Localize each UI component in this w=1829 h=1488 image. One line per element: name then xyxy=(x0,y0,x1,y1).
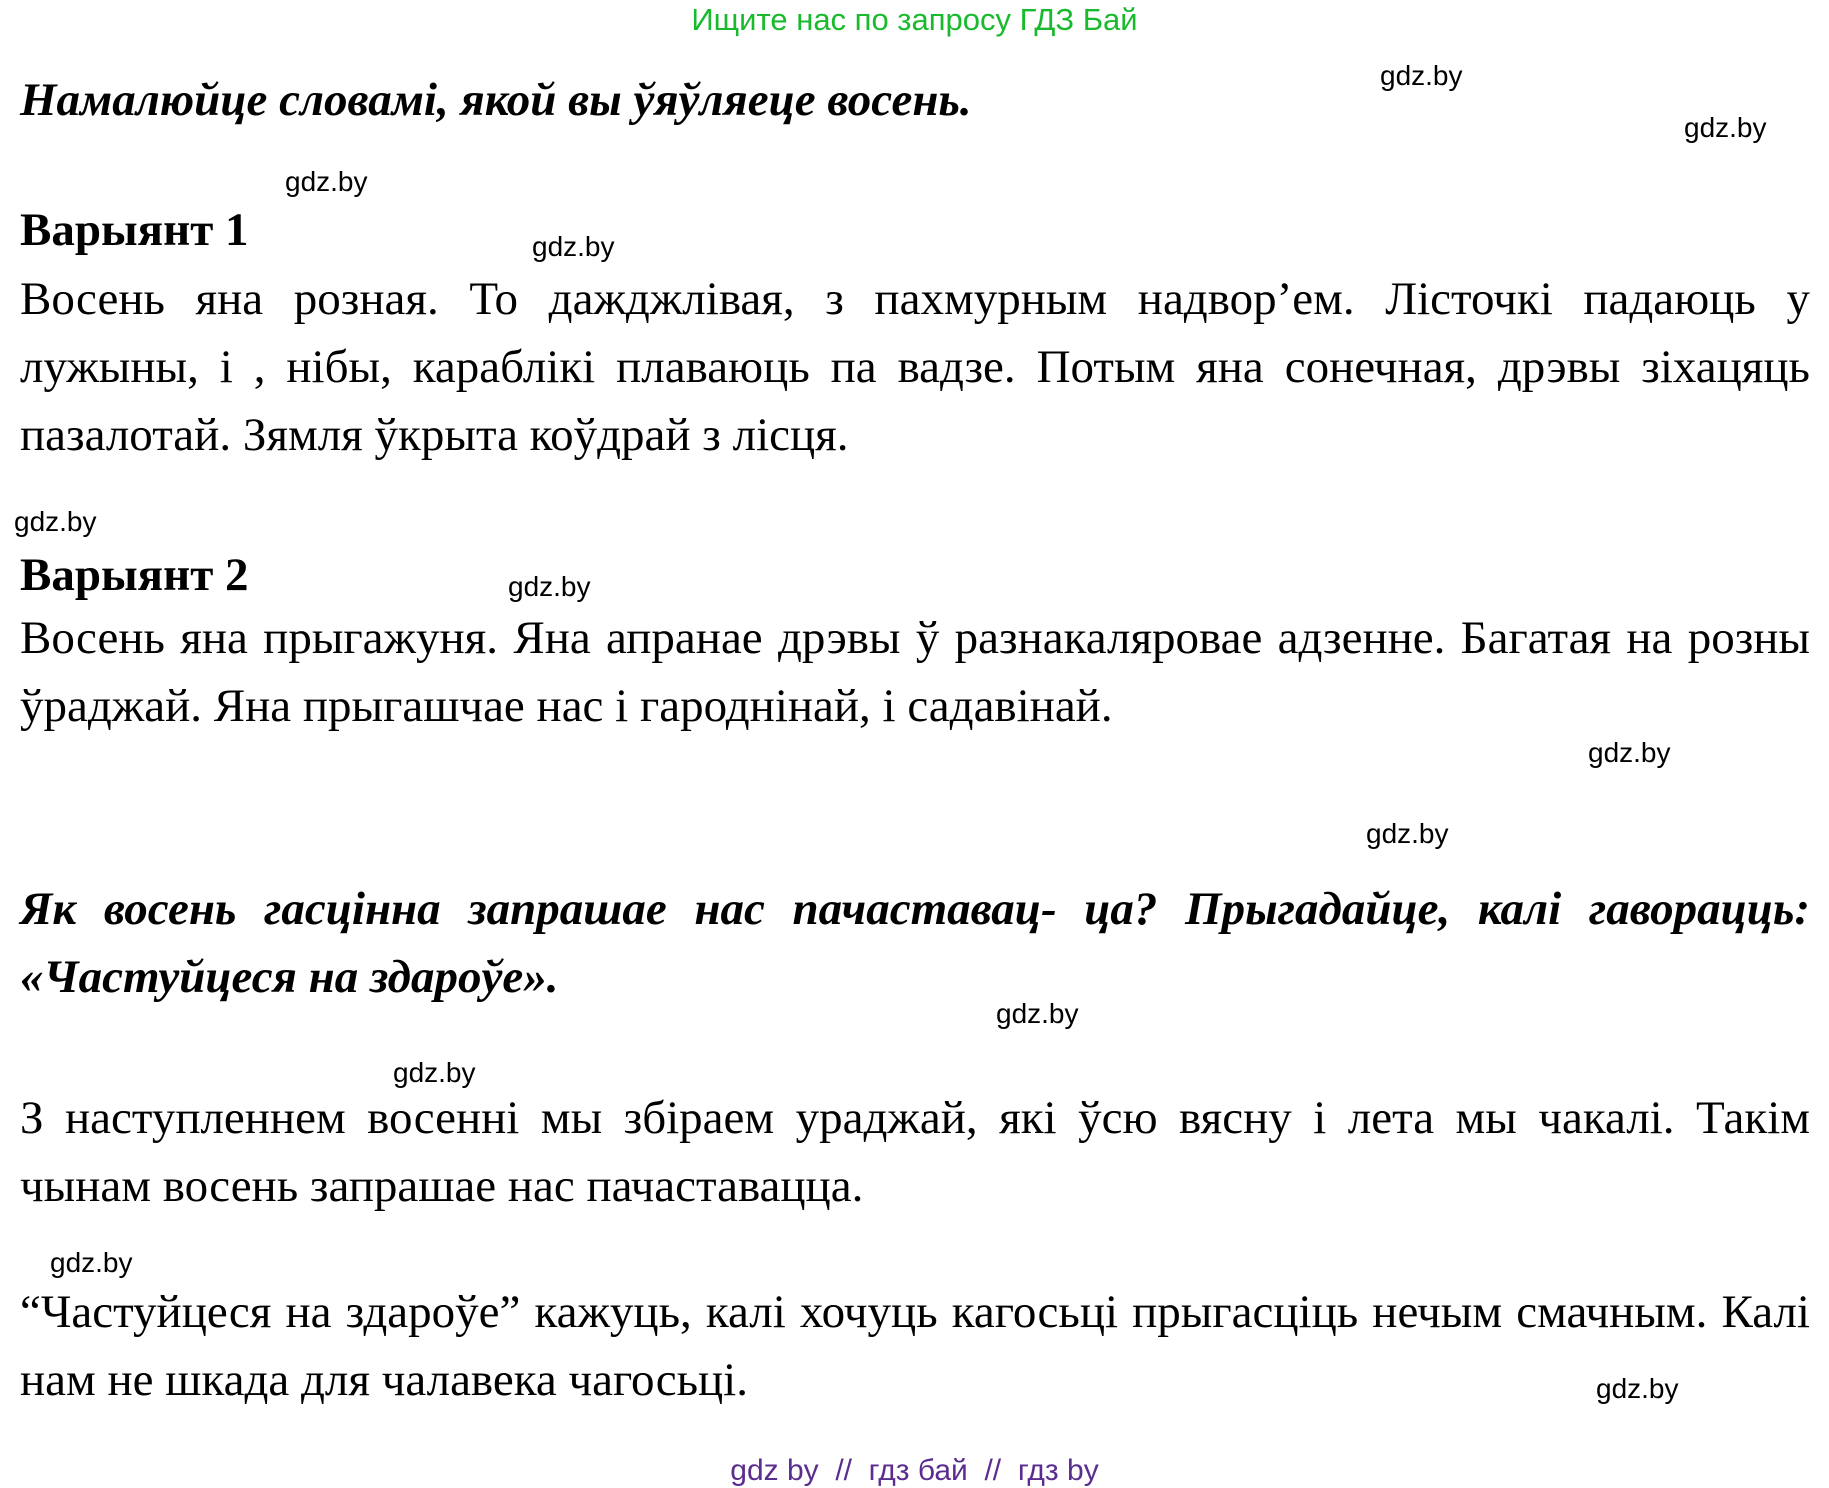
watermark-gdz: gdz.by xyxy=(1588,737,1671,768)
watermark-gdz: gdz.by xyxy=(1684,112,1767,143)
watermark-gdz: gdz.by xyxy=(1380,60,1463,91)
watermark-gdz: gdz.by xyxy=(285,166,368,197)
variant2-title: Варыянт 2 xyxy=(20,549,249,601)
variant1-title: Варыянт 1 xyxy=(20,204,249,256)
task2-title: Як восень гасцінна запрашае нас пачаставац- ца? Прыгадайце, калі гаворацць: «Частуйцеся на здароўе». xyxy=(20,883,1810,1003)
watermark-gdz: gdz.by xyxy=(532,231,615,262)
footer: gdz by // гдз бай // гдз by xyxy=(730,1454,1099,1487)
top-banner: Ищите нас по запросу ГДЗ Бай xyxy=(691,2,1138,37)
variant1-text: Восень яна розная. То дажджлівая, з пахмурным надвор’ем. Лісточкі падаюць у лужыны, і , нібы, караблікі плаваюць па вадзе. Потым яна сонечная, дрэвы зіхацяць пазалотай. Зямля ўкрыта коўдрай з лісця. xyxy=(20,273,1810,461)
watermark-gdz: gdz.by xyxy=(1366,818,1449,849)
task2-answer1: З наступленнем восенні мы збіраем ураджай, які ўсю вясну і лета мы чакалі. Такім чынам восень запрашае нас пачаставацца. xyxy=(20,1092,1810,1212)
watermark-gdz: gdz.by xyxy=(508,571,591,602)
watermark-gdz: gdz.by xyxy=(1596,1373,1679,1404)
task1-title: Намалюйце словамі, якой вы ўяўляеце восень. xyxy=(20,74,972,126)
variant2-text: Восень яна прыгажуня. Яна апранае дрэвы ў разнакаляровае адзенне. Багатая на розны ўраджай. Яна прыгашчае нас і гароднінай, і садавінай. xyxy=(20,612,1810,732)
watermark-gdz: gdz.by xyxy=(996,998,1079,1029)
task2-answer2: “Частуйцеся на здароўе” кажуць, калі хочуць кагосьці прыгасціць нечым смачным. Калі нам не шкада для чалавека чагосьці. xyxy=(20,1286,1810,1406)
watermark-gdz: gdz.by xyxy=(14,506,97,537)
watermark-gdz: gdz.by xyxy=(50,1247,133,1278)
watermark-gdz: gdz.by xyxy=(393,1057,476,1088)
